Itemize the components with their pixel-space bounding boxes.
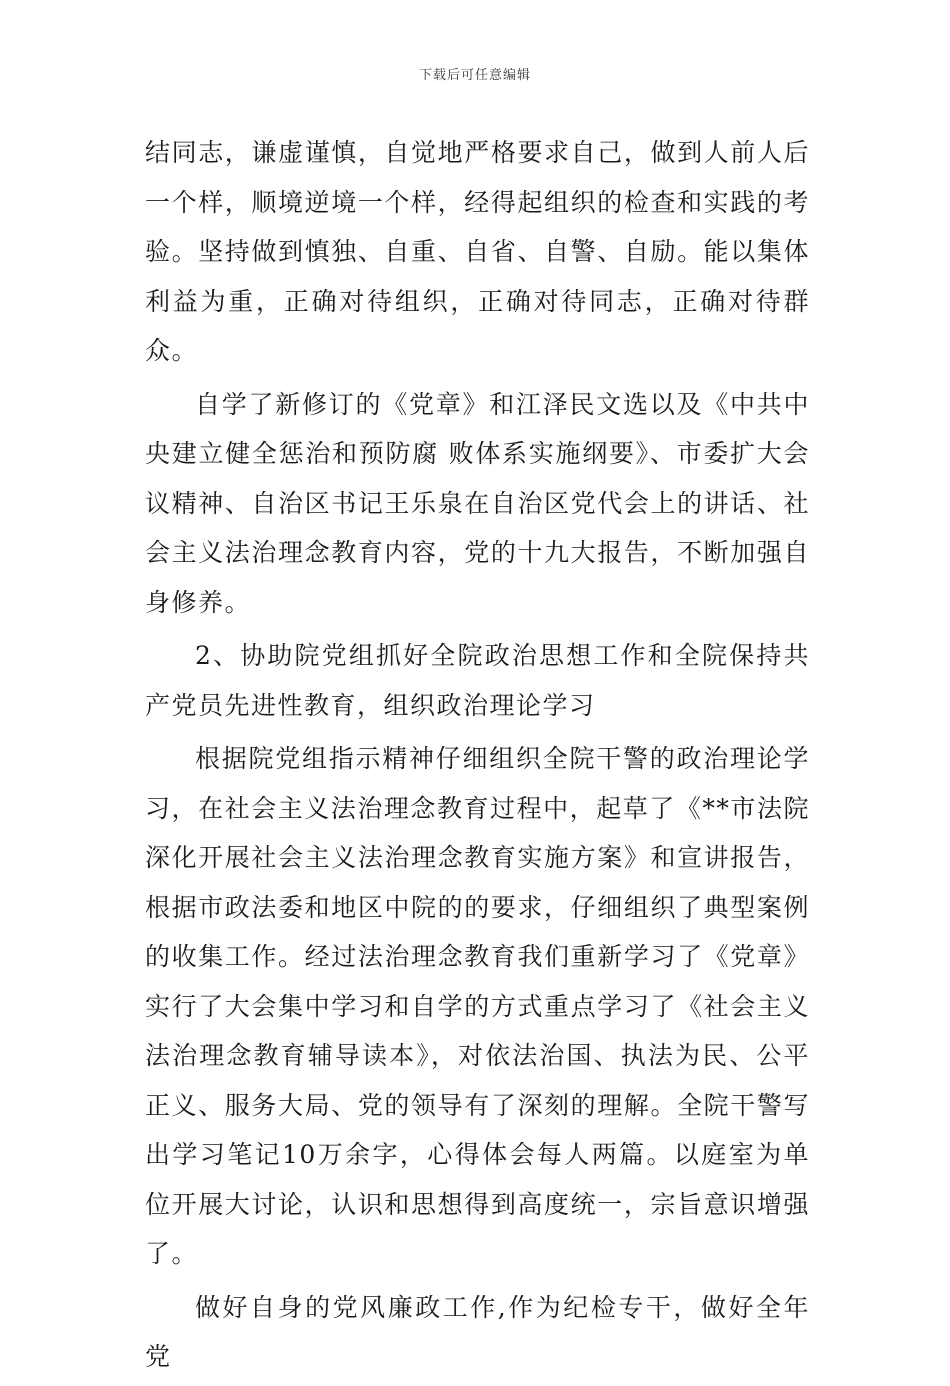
page-header: 下载后可任意编辑: [418, 68, 531, 83]
paragraph-1: 结同志，谦虚谨慎，自觉地严格要求自己，做到人前人后一个样，顺境逆境一个样，经得起组织的检查和实践的考验。坚持做到慎独、自重、自省、自警、自励。能以集体利益为重，正确对待组织，正确对待同志，正确对待群众。: [145, 138, 810, 365]
paragraph-3-heading: 2、协助院党组抓好全院政治思想工作和全院保持共产党员先进性教育，组织政治理论学习: [145, 641, 810, 720]
paragraph-5: 做好自身的党风廉政工作,作为纪检专干，做好全年党: [145, 1292, 810, 1371]
document-body: [145, 128, 810, 1386]
paragraph-4: 根据院党组指示精神仔细组织全院干警的政治理论学习，在社会主义法治理念教育过程中，起草了《**市法院深化开展社会主义法治理念教育实施方案》和宣讲报告，根据市政法委和地区中院的的要求，仔细组织了典型案例的收集工作。经过法治理念教育我们重新学习了《党章》实行了大会集中学习和自学的方式重点学习了《社会主义法治理念教育辅导读本》，对依法治国、执法为民、公平正义、服务大局、党的领导有了深刻的理解。全院干警写出学习笔记10万余字，心得体会每人两篇。以庭室为单位开展大讨论，认识和思想得到高度统一，宗旨意识增强了。: [145, 744, 810, 1268]
paragraph-2: 自学了新修订的《党章》和江泽民文选以及《中共中央建立健全惩治和预防腐 败体系实施纲要》、市委扩大会议精神、自治区书记王乐泉在自治区党代会上的讲话、社会主义法治理念教育内容，党的十九大报告，不断加强自身修养。: [145, 389, 810, 617]
